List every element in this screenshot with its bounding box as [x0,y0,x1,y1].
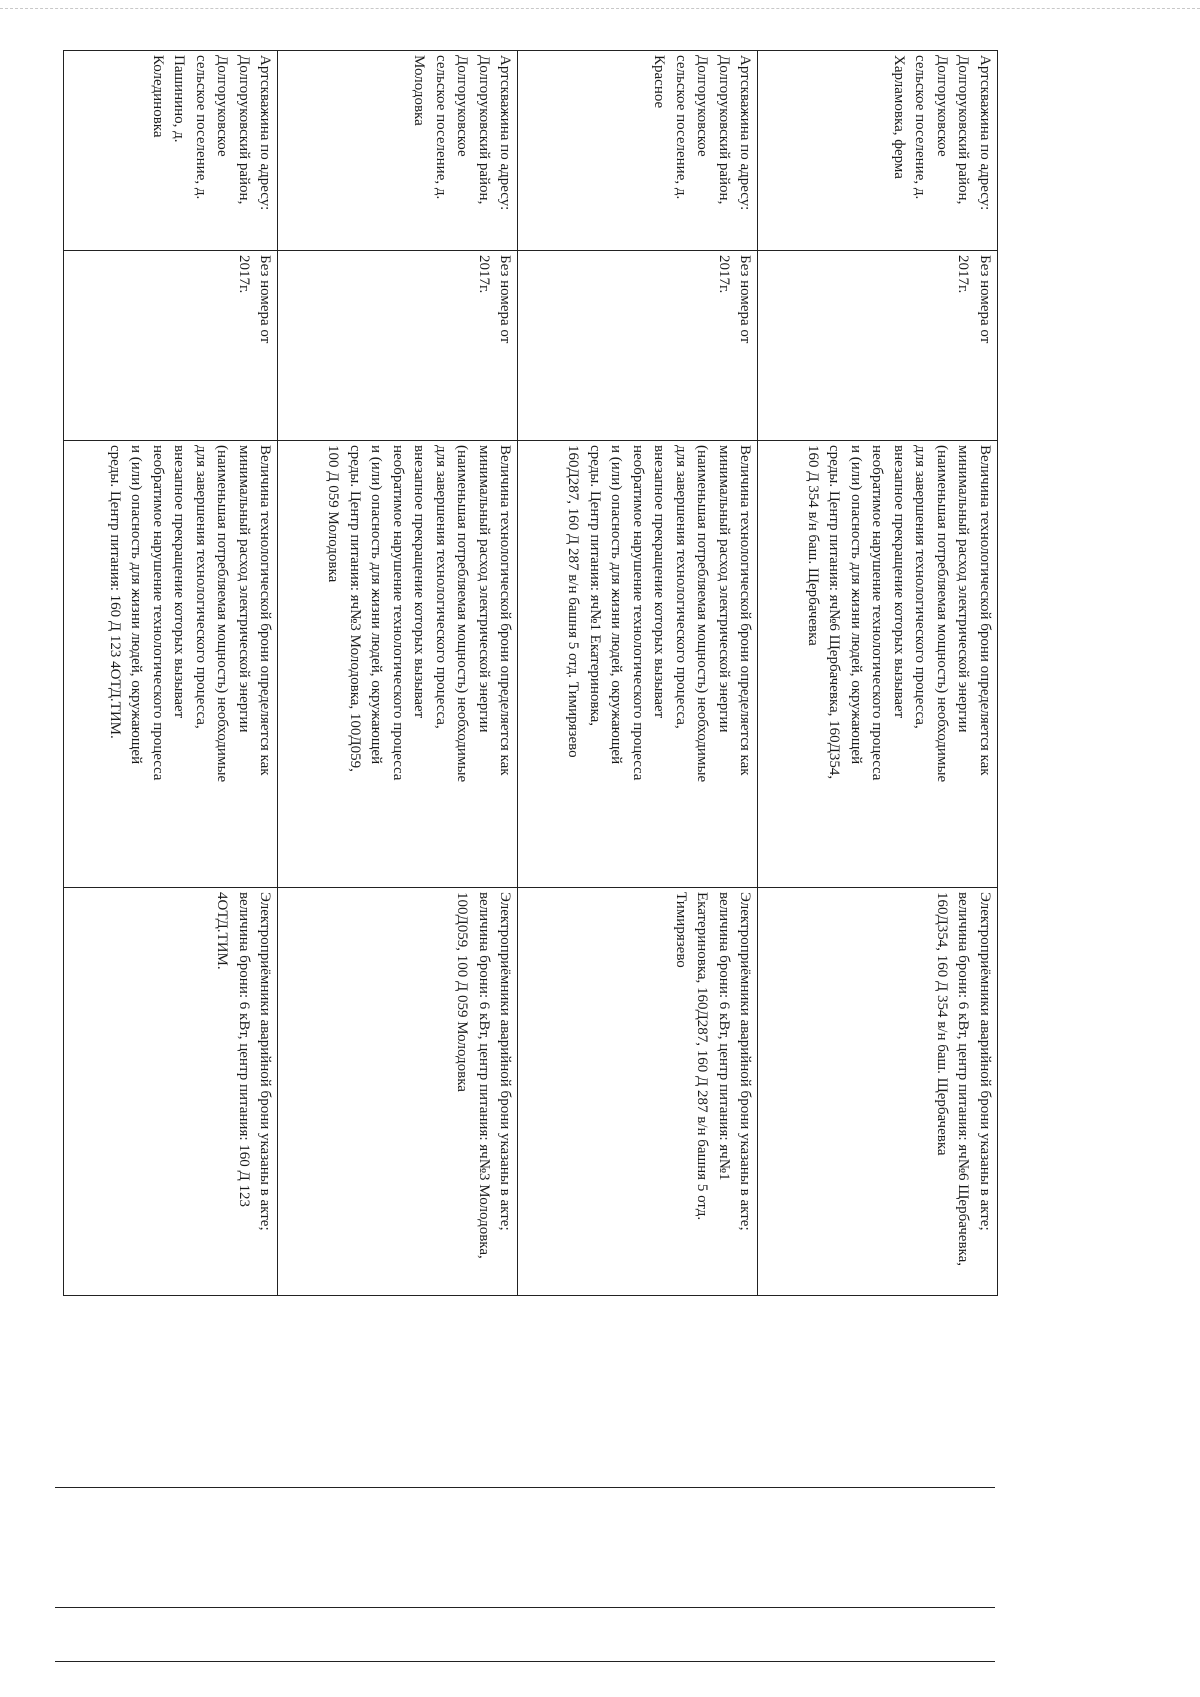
emergency-reserve-cell: Электроприёмники аварийной брони указаны в акте; величина брони: 6 кВт, центр питания: яч№1 Екатериновка, 160Д287, 160 Д 287 в/н башня 5 отд. Тимирязево [518,888,758,1296]
object-cell: Артскважина по адресу: Долгоруковский район, Долгоруковское сельское поселение, д. Пашинино, д. Колединовка [64,51,278,251]
document-cell: Без номера от 2017г. [758,251,998,441]
table-row [64,51,278,1296]
table-row [758,51,998,1296]
table-row [278,51,518,1296]
tech-reserve-cell: Величина технологической брони определяется как минимальный расход электрической энергии (наименьшая потребляемая мощность) необходимые для завершения технологического процесса, внезапное прекращение которых вызывает необратимое нарушение технологического процесса и (или) опасность для жизни людей, окружающей среды. Центр питания: яч№6 Щербачевка, 160Д354, 160 Д 354 в/н баш. Щербачевка [758,441,998,888]
signature-line [55,1487,995,1488]
rotated-table-container [63,50,998,1295]
object-cell: Артскважина по адресу: Долгоруковский район, Долгоруковское сельское поселение, д. Красное [518,51,758,251]
signature-line [55,1607,995,1608]
tech-reserve-cell: Величина технологической брони определяется как минимальный расход электрической энергии (наименьшая потребляемая мощность) необходимые для завершения технологического процесса, внезапное прекращение которых вызывает необратимое нарушение технологического процесса и (или) опасность для жизни людей, окружающей среды. Центр питания: яч№3 Молодовка, 100Д059, 100 Д 059 Молодовка [278,441,518,888]
tech-reserve-cell: Величина технологической брони определяется как минимальный расход электрической энергии (наименьшая потребляемая мощность) необходимые для завершения технологического процесса, внезапное прекращение которых вызывает необратимое нарушение технологического процесса и (или) опасность для жизни людей, окружающей среды. Центр питания: 160 Д 123 4ОТД.ТИМ. [64,441,278,888]
document-cell: Без номера от 2017г. [278,251,518,441]
tech-reserve-cell: Величина технологической брони определяется как минимальный расход электрической энергии (наименьшая потребляемая мощность) необходимые для завершения технологического процесса, внезапное прекращение которых вызывает необратимое нарушение технологического процесса и (или) опасность для жизни людей, окружающей среды. Центр питания: яч№1 Екатериновка, 160Д287, 160 Д 287 в/н башня 5 отд. Тимирязево [518,441,758,888]
reservation-table [63,50,998,1296]
table-row [518,51,758,1296]
signature-line [55,1661,995,1662]
object-cell: Артскважина по адресу: Долгоруковский район, Долгоруковское сельское поселение, д. Молодовка [278,51,518,251]
emergency-reserve-cell: Электроприёмники аварийной брони указаны в акте; величина брони: 6 кВт, центр питания: яч№3 Молодовка, 100Д059, 100 Д 059 Молодовка [278,888,518,1296]
object-cell: Артскважина по адресу: Долгоруковский район, Долгоруковское сельское поселение, д. Харламовка, ферма [758,51,998,251]
scan-top-edge [0,8,1200,9]
document-cell: Без номера от 2017г. [64,251,278,441]
emergency-reserve-cell: Электроприёмники аварийной брони указаны в акте; величина брони: 6 кВт, центр питания: 160 Д 123 4ОТД.ТИМ. [64,888,278,1296]
emergency-reserve-cell: Электроприёмники аварийной брони указаны в акте; величина брони: 6 кВт, центр питания: яч№6 Щербачевка, 160Д354, 160 Д 354 в/н баш. Щербачевка [758,888,998,1296]
document-cell: Без номера от 2017г. [518,251,758,441]
